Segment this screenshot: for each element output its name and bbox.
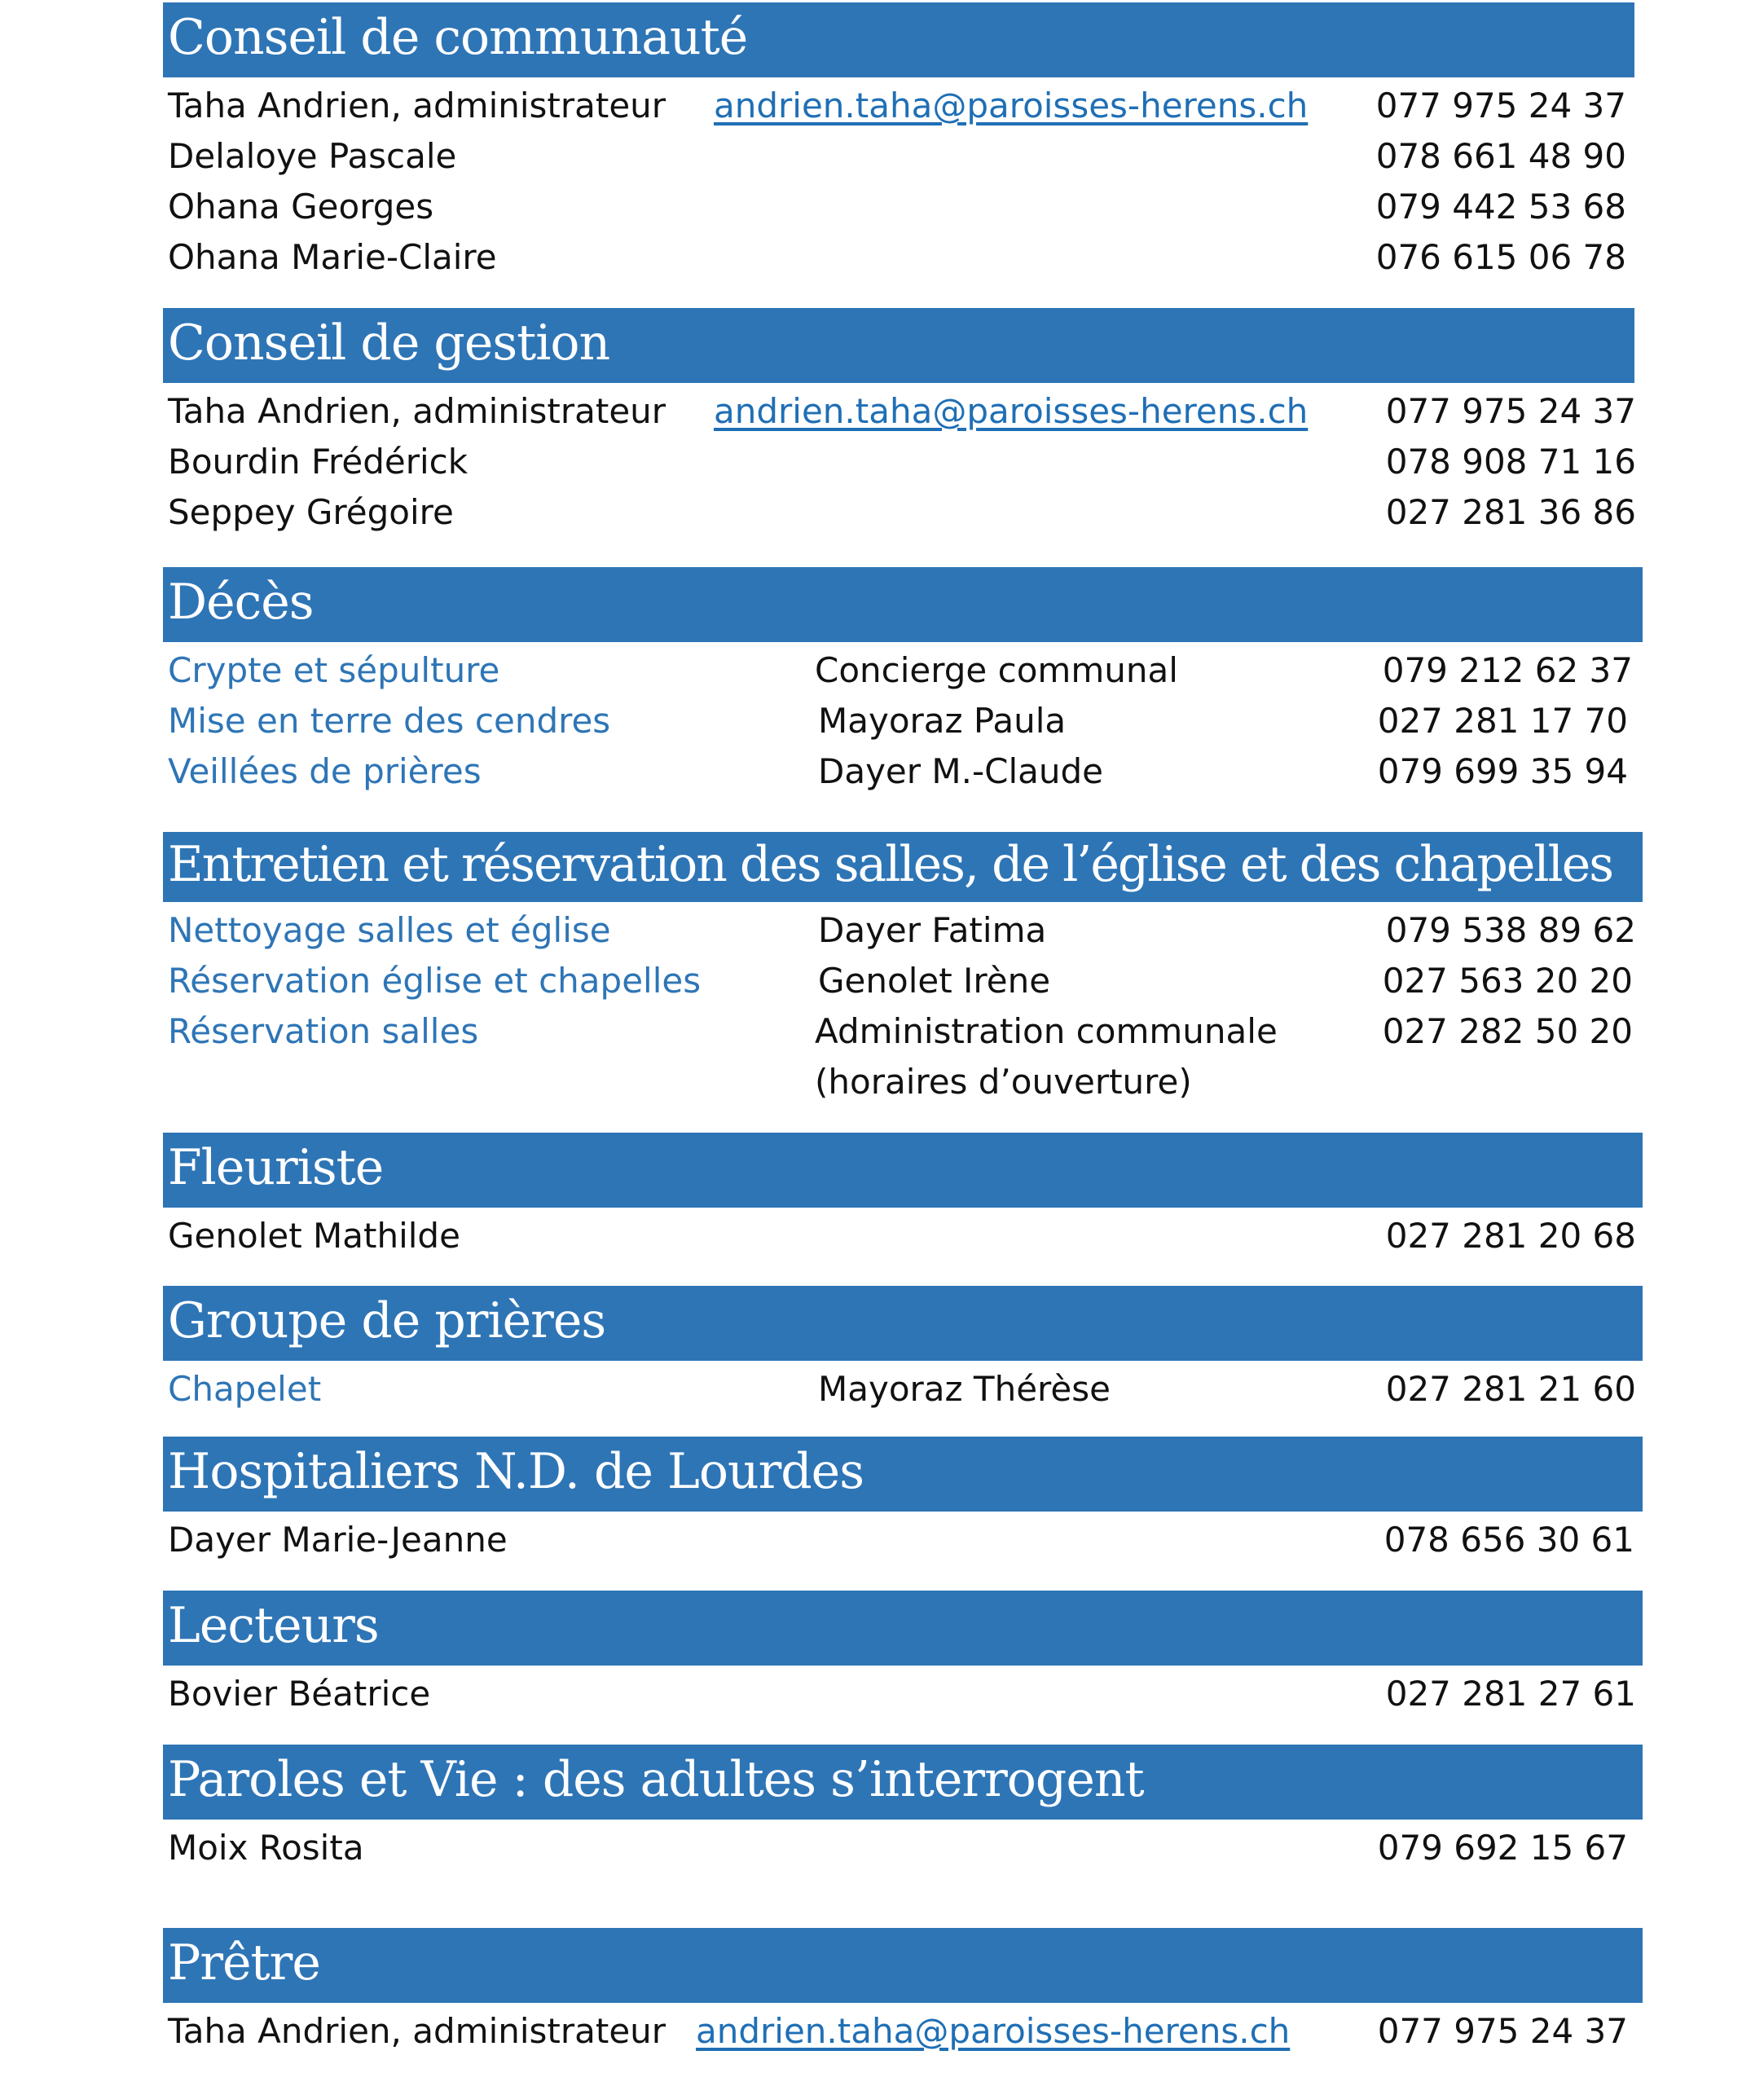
section-title: Conseil de communauté [168,9,748,67]
contact-row [163,1669,1636,1719]
contact-phone: 027 281 27 61 [1385,1674,1636,1714]
service-label: Mise en terre des cendres [168,701,611,741]
contact-phone: 077 975 24 37 [1375,86,1626,125]
section-header [163,1745,1643,1820]
contact-name: Dayer Marie-Jeanne [168,1520,508,1560]
contact-row [163,746,1628,797]
contact-name: Taha Andrien, administrateur [168,391,666,431]
contact-phone: 079 699 35 94 [1377,751,1628,791]
contact-phone: 077 975 24 37 [1377,2011,1628,2051]
contact-row [163,487,1636,538]
contact-row [163,1006,1633,1057]
contact-phone: 078 661 48 90 [1375,136,1626,176]
service-label: Veillées de prières [168,751,482,791]
contact-name: Taha Andrien, administrateur [168,2011,666,2051]
section-header [163,567,1643,642]
section-title: Fleuriste [168,1139,384,1197]
contact-name: Mayoraz Thérèse [818,1369,1111,1409]
contact-name: Concierge communal [815,650,1178,690]
contact-row [163,437,1636,487]
contact-row [163,1057,1633,1107]
contact-phone: 027 281 20 68 [1385,1216,1636,1256]
contact-row [163,645,1633,696]
contact-name: Moix Rosita [168,1828,364,1868]
contact-phone: 027 281 21 60 [1385,1369,1636,1409]
contact-row [163,131,1626,182]
email-link[interactable]: andrien.taha@paroisses-herens.ch [696,2011,1291,2051]
contact-name: Ohana Marie-Claire [168,237,497,277]
section-title: Entretien et réservation des salles, de l’église et des chapelles [168,836,1613,894]
contact-phone: 027 282 50 20 [1382,1011,1633,1051]
contact-phone: 077 975 24 37 [1385,391,1636,431]
contact-row [163,1515,1634,1565]
section-title: Lecteurs [168,1597,379,1655]
contact-name: Delaloye Pascale [168,136,457,176]
contact-name: Seppey Grégoire [168,492,454,532]
contact-name: Administration communale [815,1011,1278,1051]
service-label: Réservation salles [168,1011,479,1051]
service-label: Réservation église et chapelles [168,961,702,1001]
contact-row [163,2006,1628,2057]
contact-phone: 078 656 30 61 [1383,1520,1634,1560]
section-header [163,1591,1643,1666]
service-label: Chapelet [168,1369,322,1409]
contact-row [163,1823,1628,1873]
contact-row [163,182,1626,232]
contact-row [163,81,1626,131]
contact-phone: 076 615 06 78 [1375,237,1626,277]
section-header [163,1437,1643,1512]
contact-row [163,386,1636,437]
section-title: Groupe de prières [168,1292,606,1350]
section-title: Prêtre [168,1934,320,1992]
contact-phone: 027 281 17 70 [1377,701,1628,741]
email-link[interactable]: andrien.taha@paroisses-herens.ch [714,86,1309,125]
section-title: Paroles et Vie : des adultes s’interrogent [168,1751,1144,1809]
section-header [163,1286,1643,1361]
contact-row [163,232,1626,283]
section-header [163,1133,1643,1208]
contact-row [163,905,1636,956]
section-title: Décès [168,574,314,632]
contact-name: Taha Andrien, administrateur [168,86,666,125]
section-header [163,2,1634,77]
contact-name: Bovier Béatrice [168,1674,431,1714]
contact-phone: 027 563 20 20 [1382,961,1633,1001]
contact-row [163,1364,1636,1415]
contact-phone: 079 442 53 68 [1375,187,1626,227]
contact-name: Mayoraz Paula [818,701,1067,741]
opening-hours-note: (horaires d’ouverture) [815,1062,1192,1102]
section-title: Hospitaliers N.D. de Lourdes [168,1443,864,1501]
section-header [163,1928,1643,2003]
section-title: Conseil de gestion [168,315,610,372]
contact-row [163,696,1628,746]
service-label: Crypte et sépulture [168,650,500,690]
contact-row [163,956,1633,1006]
contact-phone: 027 281 36 86 [1385,492,1636,532]
contact-phone: 078 908 71 16 [1385,442,1636,482]
service-label: Nettoyage salles et église [168,910,611,950]
contact-name: Ohana Georges [168,187,434,227]
contact-name: Dayer M.-Claude [818,751,1103,791]
contact-name: Bourdin Frédérick [168,442,468,482]
contact-name: Genolet Irène [818,961,1051,1001]
section-header [163,308,1634,383]
contact-phone: 079 212 62 37 [1382,650,1633,690]
email-link[interactable]: andrien.taha@paroisses-herens.ch [714,391,1309,431]
contact-name: Dayer Fatima [818,910,1047,950]
contact-phone: 079 692 15 67 [1377,1828,1628,1868]
contact-name: Genolet Mathilde [168,1216,460,1256]
section-header [163,832,1643,902]
contact-phone: 079 538 89 62 [1385,910,1636,950]
contact-row [163,1211,1636,1261]
